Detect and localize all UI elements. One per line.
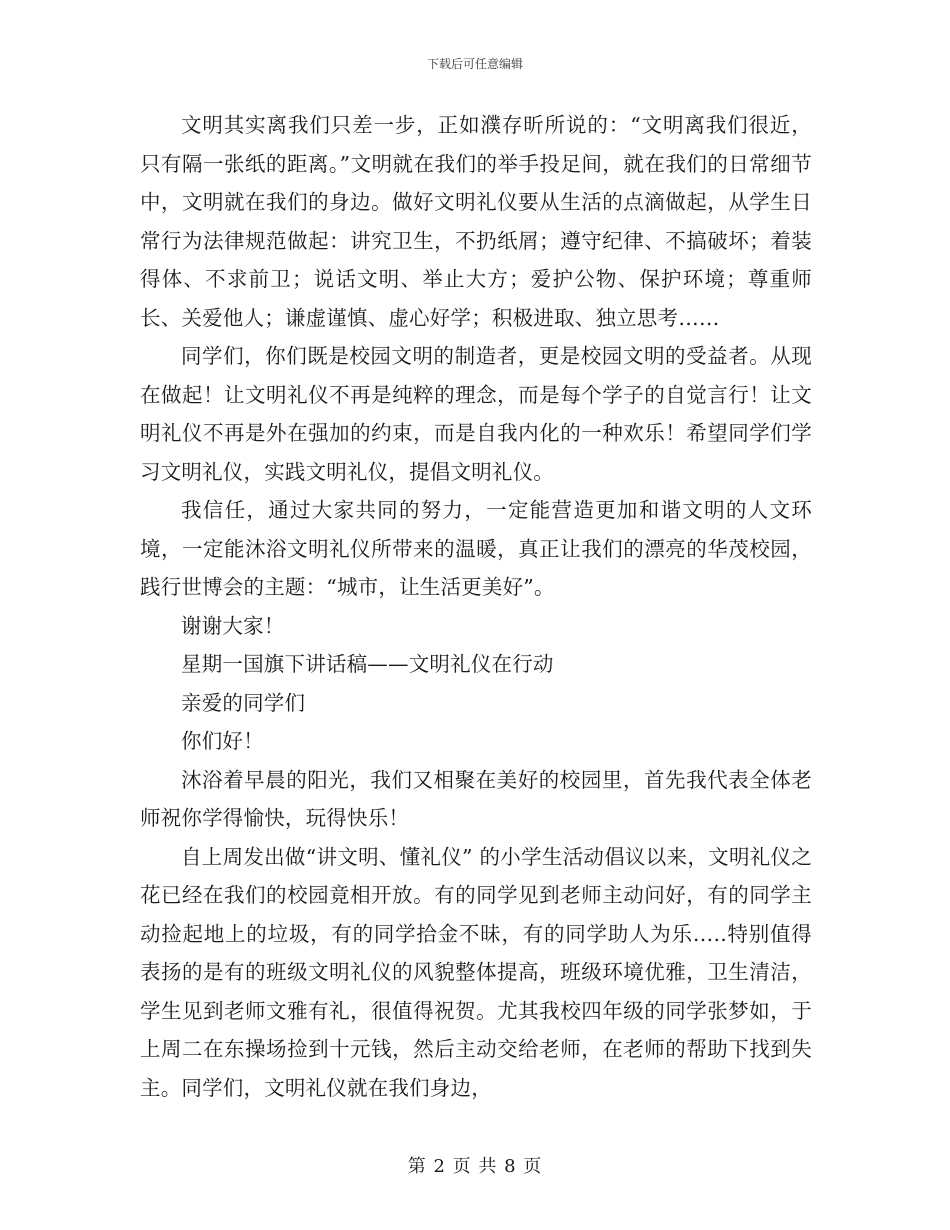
paragraph-2: 同学们，你们既是校园文明的制造者，更是校园文明的受益者。从现在做起！让文明礼仪不再是纯粹的理念，而是每个学子的自觉言行！让文明礼仪不再是外在强加的约束，而是自我内化的一种欢乐！希望同学们学习文明礼仪，实践文明礼仪，提倡文明礼仪。 bbox=[140, 344, 812, 484]
page-header: 下载后可任意编辑 bbox=[426, 57, 523, 71]
paragraph-6-salutation: 亲爱的同学们 bbox=[181, 690, 306, 715]
paragraph-1: 文明其实离我们只差一步，正如濮存昕所说的：“文明离我们很近，只有隔一张纸的距离。”文明就在我们的举手投足间，就在我们的日常细节中，文明就在我们的身边。做好文明礼仪要从生活的点滴做起，从学生日常行为法律规范做起：讲究卫生，不扔纸屑；遵守纪律、不搞破坏；着装得体、不求前卫；说话文明、举止大方；爱护公物、保护环境；尊重师长、关爱他人；谦虚谨慎、虚心好学；积极进取、独立思考…… bbox=[140, 113, 812, 330]
paragraph-7-greeting: 你们好！ bbox=[181, 729, 264, 753]
paragraph-9: 自上周发出做“讲文明、懂礼仪” 的小学生活动倡议以来，文明礼仪之花已经在我们的校园竟相开放。有的同学见到老师主动问好，有的同学主动捡起地上的垃圾，有的同学拾金不昧，有的同学助人为乐…..特别值得表扬的是有的班级文明礼仪的风貌整体提高，班级环境优雅，卫生清洁，学生见到老师文雅有礼，很值得祝贺。尤其我校四年级的同学张梦如，于上周二在东操场捡到十元钱，然后主动交给老师，在老师的帮助下找到失主。同学们，文明礼仪就在我们身边， bbox=[140, 844, 812, 1100]
page-footer: 第 2 页 共 8 页 bbox=[407, 1156, 543, 1177]
paragraph-3: 我信任，通过大家共同的努力，一定能营造更加和谐文明的人文环境，一定能沐浴文明礼仪所带来的温暖，真正让我们的漂亮的华茂校园，践行世博会的主题：“城市，让生活更美好”。 bbox=[140, 498, 812, 599]
document-body bbox=[140, 106, 812, 1107]
paragraph-8: 沐浴着早晨的阳光，我们又相聚在美好的校园里，首先我代表全体老师祝你学得愉快，玩得快乐！ bbox=[140, 767, 812, 830]
paragraph-5-title: 星期一国旗下讲话稿——文明礼仪在行动 bbox=[181, 652, 554, 676]
paragraph-4: 谢谢大家！ bbox=[181, 613, 285, 638]
